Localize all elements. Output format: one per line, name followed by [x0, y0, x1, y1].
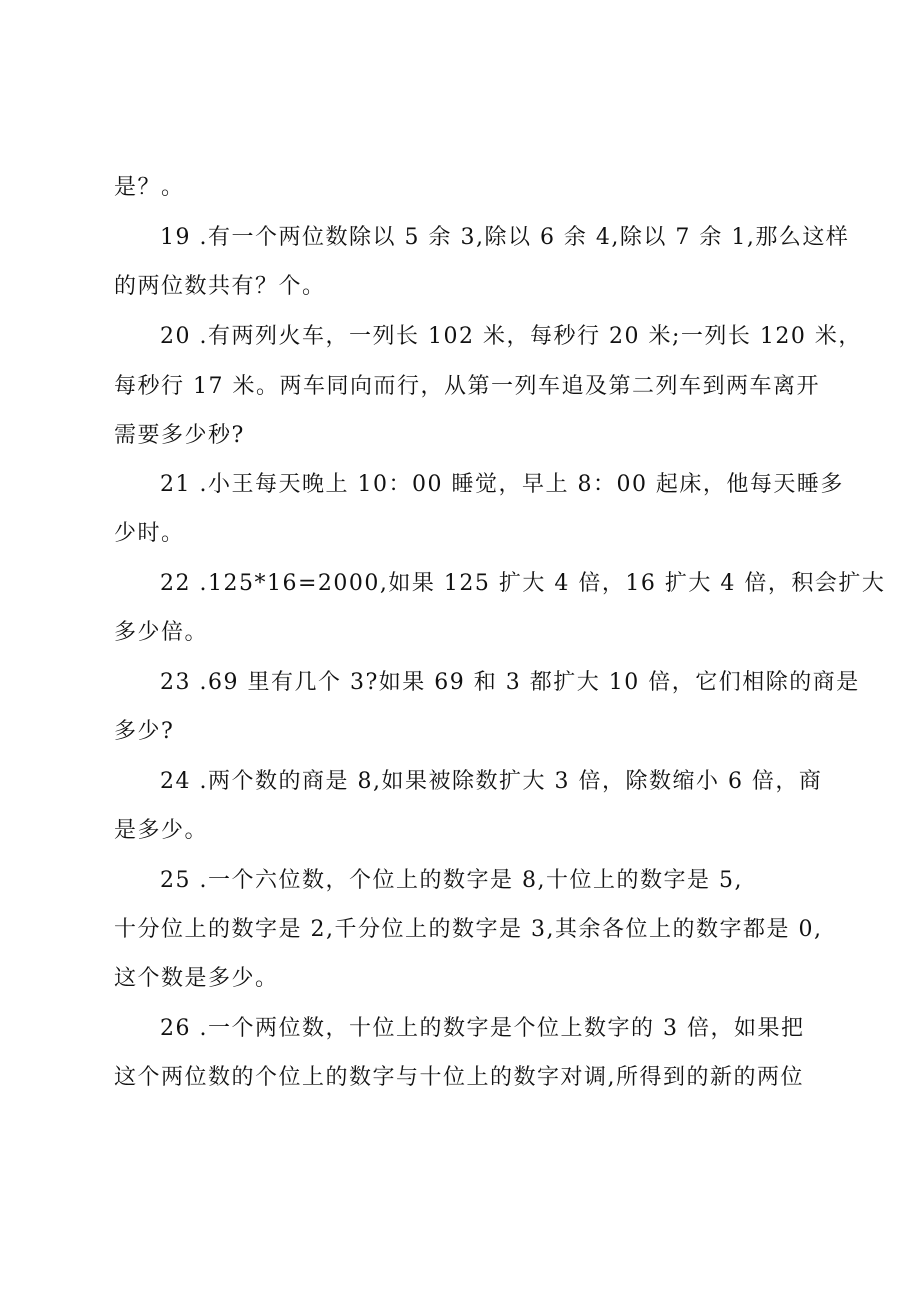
question-26-line-2: 这个两位数的个位上的数字与十位上的数字对调,所得到的新的两位 [114, 1065, 804, 1090]
question-25-line-3: 这个数是多少。 [114, 966, 279, 991]
question-25-line-1: 25 .一个六位数，个位上的数字是 8,十位上的数字是 5, [160, 868, 743, 893]
question-24-line-1: 24 .两个数的商是 8,如果被除数扩大 3 倍，除数缩小 6 倍，商 [160, 769, 823, 794]
text-line: 是？。 [114, 175, 185, 200]
question-22-line-1: 22 .125*16=2000,如果 125 扩大 4 倍，16 扩大 4 倍，积会扩大 [160, 571, 886, 596]
question-24-line-2: 是多少。 [114, 818, 209, 843]
question-23-line-1: 23 .69 里有几个 3?如果 69 和 3 都扩大 10 倍，它们相除的商是 [160, 670, 860, 695]
question-19-line-1: 19 .有一个两位数除以 5 余 3,除以 6 余 4,除以 7 余 1,那么这样 [160, 225, 850, 250]
question-20-line-3: 需要多少秒? [114, 423, 245, 448]
question-21-line-1: 21 .小王每天晚上 10：00 睡觉，早上 8：00 起床，他每天睡多 [160, 472, 844, 497]
question-21-line-2: 少时。 [114, 521, 185, 546]
question-19-line-2: 的两位数共有？个。 [114, 274, 326, 299]
question-20-line-1: 20 .有两列火车，一列长 102 米，每秒行 20 米;一列长 120 米， [160, 324, 862, 349]
question-23-line-2: 多少? [114, 719, 175, 744]
question-22-line-2: 多少倍。 [114, 620, 209, 645]
question-26-line-1: 26 .一个两位数，十位上的数字是个位上数字的 3 倍，如果把 [160, 1016, 805, 1041]
question-25-line-2: 十分位上的数字是 2,千分位上的数字是 3,其余各位上的数字都是 0, [114, 917, 823, 942]
question-20-line-2: 每秒行 17 米。两车同向而行，从第一列车追及第二列车到两车离开 [114, 374, 820, 399]
